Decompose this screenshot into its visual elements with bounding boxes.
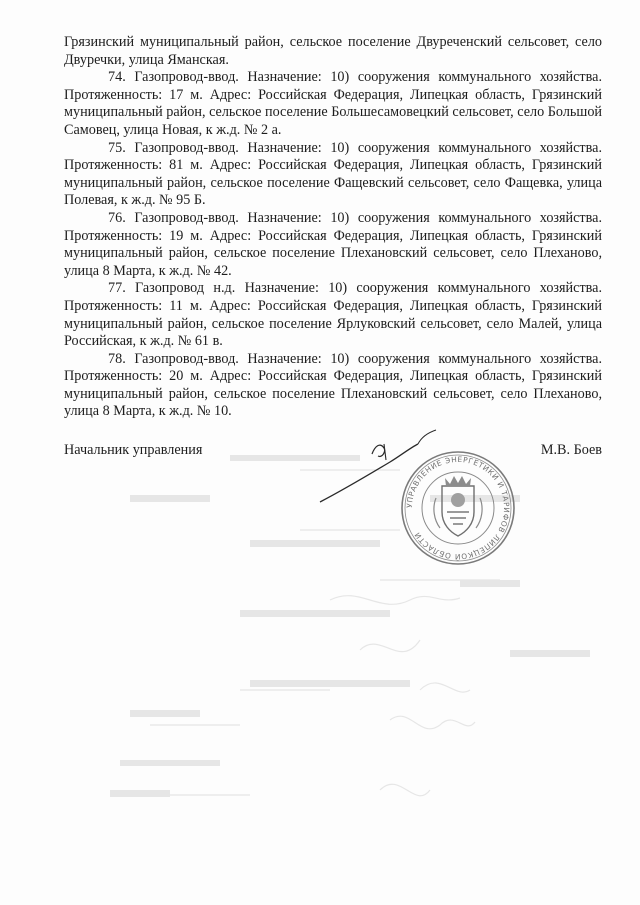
bleed-text-block (250, 680, 410, 687)
bleed-scribble (380, 784, 430, 796)
signatory-name: М.В. Боев (540, 442, 602, 458)
signatory-position: Начальник управления (64, 442, 203, 458)
bleed-text-block (510, 650, 590, 657)
paragraph-item-76: 76. Газопровод-ввод. Назначение: 10) сооружения коммунального хозяйства. Протяженность: 19 м. Адрес: Российская Федерация, Липецкая область, Грязинский муниципальный район, сельское поселение Плехановский сельсовет, село Плеханово, улица 8 Марта, к ж.д. № 42. (64, 209, 602, 279)
bleed-text-block (130, 710, 200, 717)
official-seal-icon (398, 448, 518, 568)
paragraph-item-75: 75. Газопровод-ввод. Назначение: 10) сооружения коммунального хозяйства. Протяженность: 81 м. Адрес: Российская Федерация, Липецкая область, Грязинский муниципальный район, сельское поселение Фащевский сельсовет, село Фащевка, улица Полевая, к ж.д. № 95 Б. (64, 139, 602, 209)
paragraph-continuation: Грязинский муниципальный район, сельское поселение Двуреченский сельсовет, село Двуречки, улица Яманская. (64, 34, 602, 68)
paragraph-item-77: 77. Газопровод н.д. Назначение: 10) сооружения коммунального хозяйства. Протяженность: 11 м. Адрес: Российская Федерация, Липецкая область, Грязинский муниципальный район, сельское поселение Ярлуковский сельсовет, село Малей, улица Российская, к ж.д. № 61 в. (64, 280, 602, 350)
bleed-text-block (120, 760, 220, 766)
svg-text:УПРАВЛЕНИЕ ЭНЕРГЕТИКИ И ТАРИФО: УПРАВЛЕНИЕ ЭНЕРГЕТИКИ И ТАРИФОВ ЛИПЕЦКОЙ ОБЛАСТИ (404, 454, 512, 562)
paragraph-item-78: 78. Газопровод-ввод. Назначение: 10) сооружения коммунального хозяйства. Протяженность: 20 м. Адрес: Российская Федерация, Липецкая область, Грязинский муниципальный район, сельское поселение Плехановский сельсовет, село Плеханово, улица 8 Марта, к ж.д. № 10. (64, 350, 602, 420)
paragraph-item-74: 74. Газопровод-ввод. Назначение: 10) сооружения коммунального хозяйства. Протяженность: 17 м. Адрес: Российская Федерация, Липецкая область, Грязинский муниципальный район, сельское поселение Большесамовецкий сельсовет, село Большой Самовец, улица Новая, к ж.д. № 2 а. (64, 69, 602, 138)
bleed-scribble (420, 683, 470, 692)
bleed-scribble (330, 596, 460, 605)
bleed-scribble (360, 640, 420, 652)
bleed-text-block (130, 495, 210, 502)
bleed-text-block (240, 610, 390, 617)
document-body (64, 34, 602, 421)
bleed-text-block (460, 580, 520, 587)
bleed-text-block (250, 540, 380, 547)
bleed-scribble (390, 716, 475, 729)
bleed-text-block (110, 790, 170, 797)
